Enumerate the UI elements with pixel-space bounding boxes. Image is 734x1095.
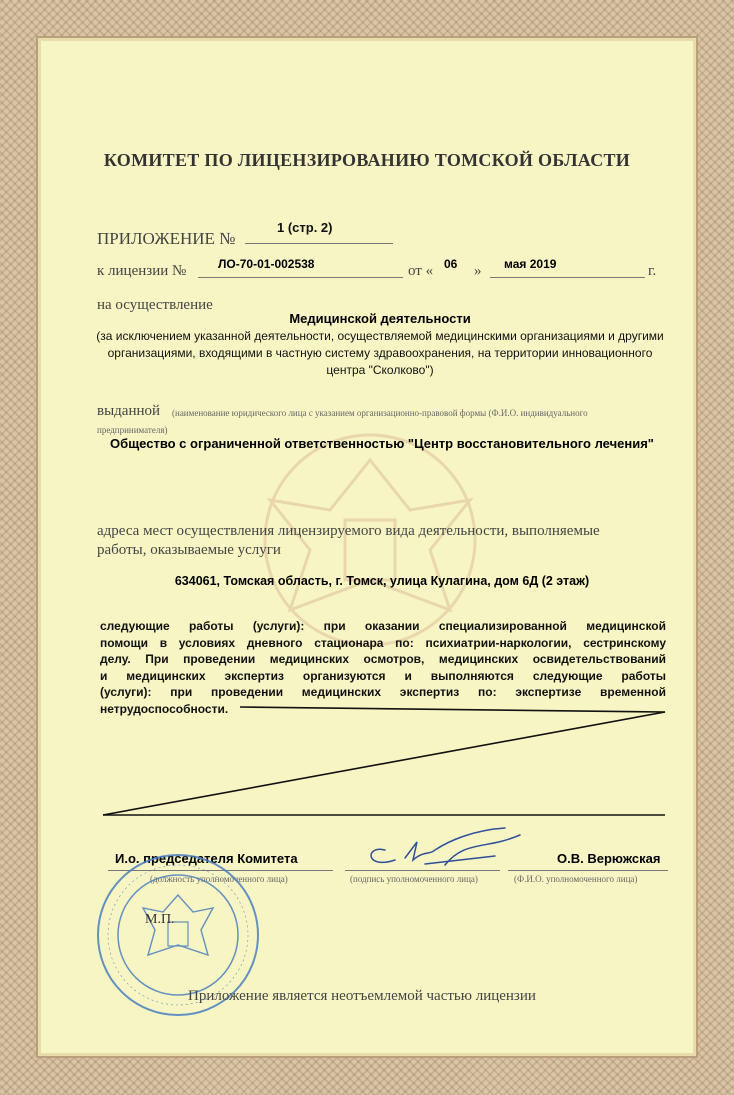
license-day: 06 bbox=[444, 257, 458, 271]
signer-sign-hint: (подпись уполномоченного лица) bbox=[350, 874, 478, 884]
seal-mark-label: М.П. bbox=[145, 912, 175, 927]
activity-label: на осуществление bbox=[97, 297, 213, 313]
footer-note: Приложение является неотъемлемой частью лицензии bbox=[188, 988, 536, 1004]
appendix-label: ПРИЛОЖЕНИЕ № bbox=[97, 229, 236, 248]
services-line: следующие работы (услуги): при оказании специализированной медицинской bbox=[100, 619, 666, 633]
addresses-label-line2: работы, оказываемые услуги bbox=[97, 542, 281, 558]
addresses-label-line1: адреса мест осуществления лицензируемого вида деятельности, выполняемые bbox=[97, 523, 600, 539]
license-prefix: к лицензии № bbox=[97, 263, 187, 279]
issued-hint-line2: предпринимателя) bbox=[97, 425, 168, 435]
services-line: (услуги): при проведении медицинских экспертиз по: экспертизе временной bbox=[100, 685, 666, 699]
license-from-label: от « bbox=[408, 263, 434, 279]
license-year-suffix: г. bbox=[648, 263, 657, 279]
services-last-line: нетрудоспособности. bbox=[100, 701, 229, 716]
signer-position: И.о. председателя Комитета bbox=[115, 851, 298, 866]
activity-title: Медицинской деятельности bbox=[289, 311, 471, 326]
issued-label: выданной bbox=[97, 403, 161, 419]
issued-hint-line1: (наименование юридического лица с указанием организационно-правовой формы (Ф.И.О. индивидуального bbox=[172, 408, 588, 418]
license-month-year: мая 2019 bbox=[504, 257, 557, 271]
services-line: и медицинских экспертиз организуются и выполняются следующие работы bbox=[100, 668, 666, 683]
services-line: делу. При проведении медицинских осмотров, медицинских освидетельствований bbox=[100, 652, 666, 666]
license-number: ЛО-70-01-002538 bbox=[218, 257, 315, 271]
license-close-quote: » bbox=[474, 263, 482, 279]
appendix-number: 1 (стр. 2) bbox=[277, 220, 333, 235]
services-line: помощи в условиях дневного стационара по: психиатрии-наркологии, сестринскому bbox=[100, 635, 666, 650]
signer-name-hint: (Ф.И.О. уполномоченного лица) bbox=[514, 874, 638, 884]
void-z-lines bbox=[95, 700, 670, 820]
signer-name: О.В. Верюжская bbox=[557, 851, 661, 866]
handwritten-signature bbox=[355, 820, 525, 880]
activity-note: (за исключением указанной деятельности, осуществляемой медицинскими организациями и другими организациями, входящими в частную систему здравоохранения, на территории инновационного центра "Сколково") bbox=[96, 329, 664, 377]
signer-position-hint: (должность уполномоченного лица) bbox=[150, 874, 288, 884]
committee-header: КОМИТЕТ ПО ЛИЦЕНЗИРОВАНИЮ ТОМСКОЙ ОБЛАСТИ bbox=[103, 150, 631, 170]
issued-organization: Общество с ограниченной ответственностью "Центр восстановительного лечения" bbox=[110, 436, 654, 451]
address-value: 634061, Томская область, г. Томск, улица Кулагина, дом 6Д (2 этаж) bbox=[174, 574, 590, 588]
